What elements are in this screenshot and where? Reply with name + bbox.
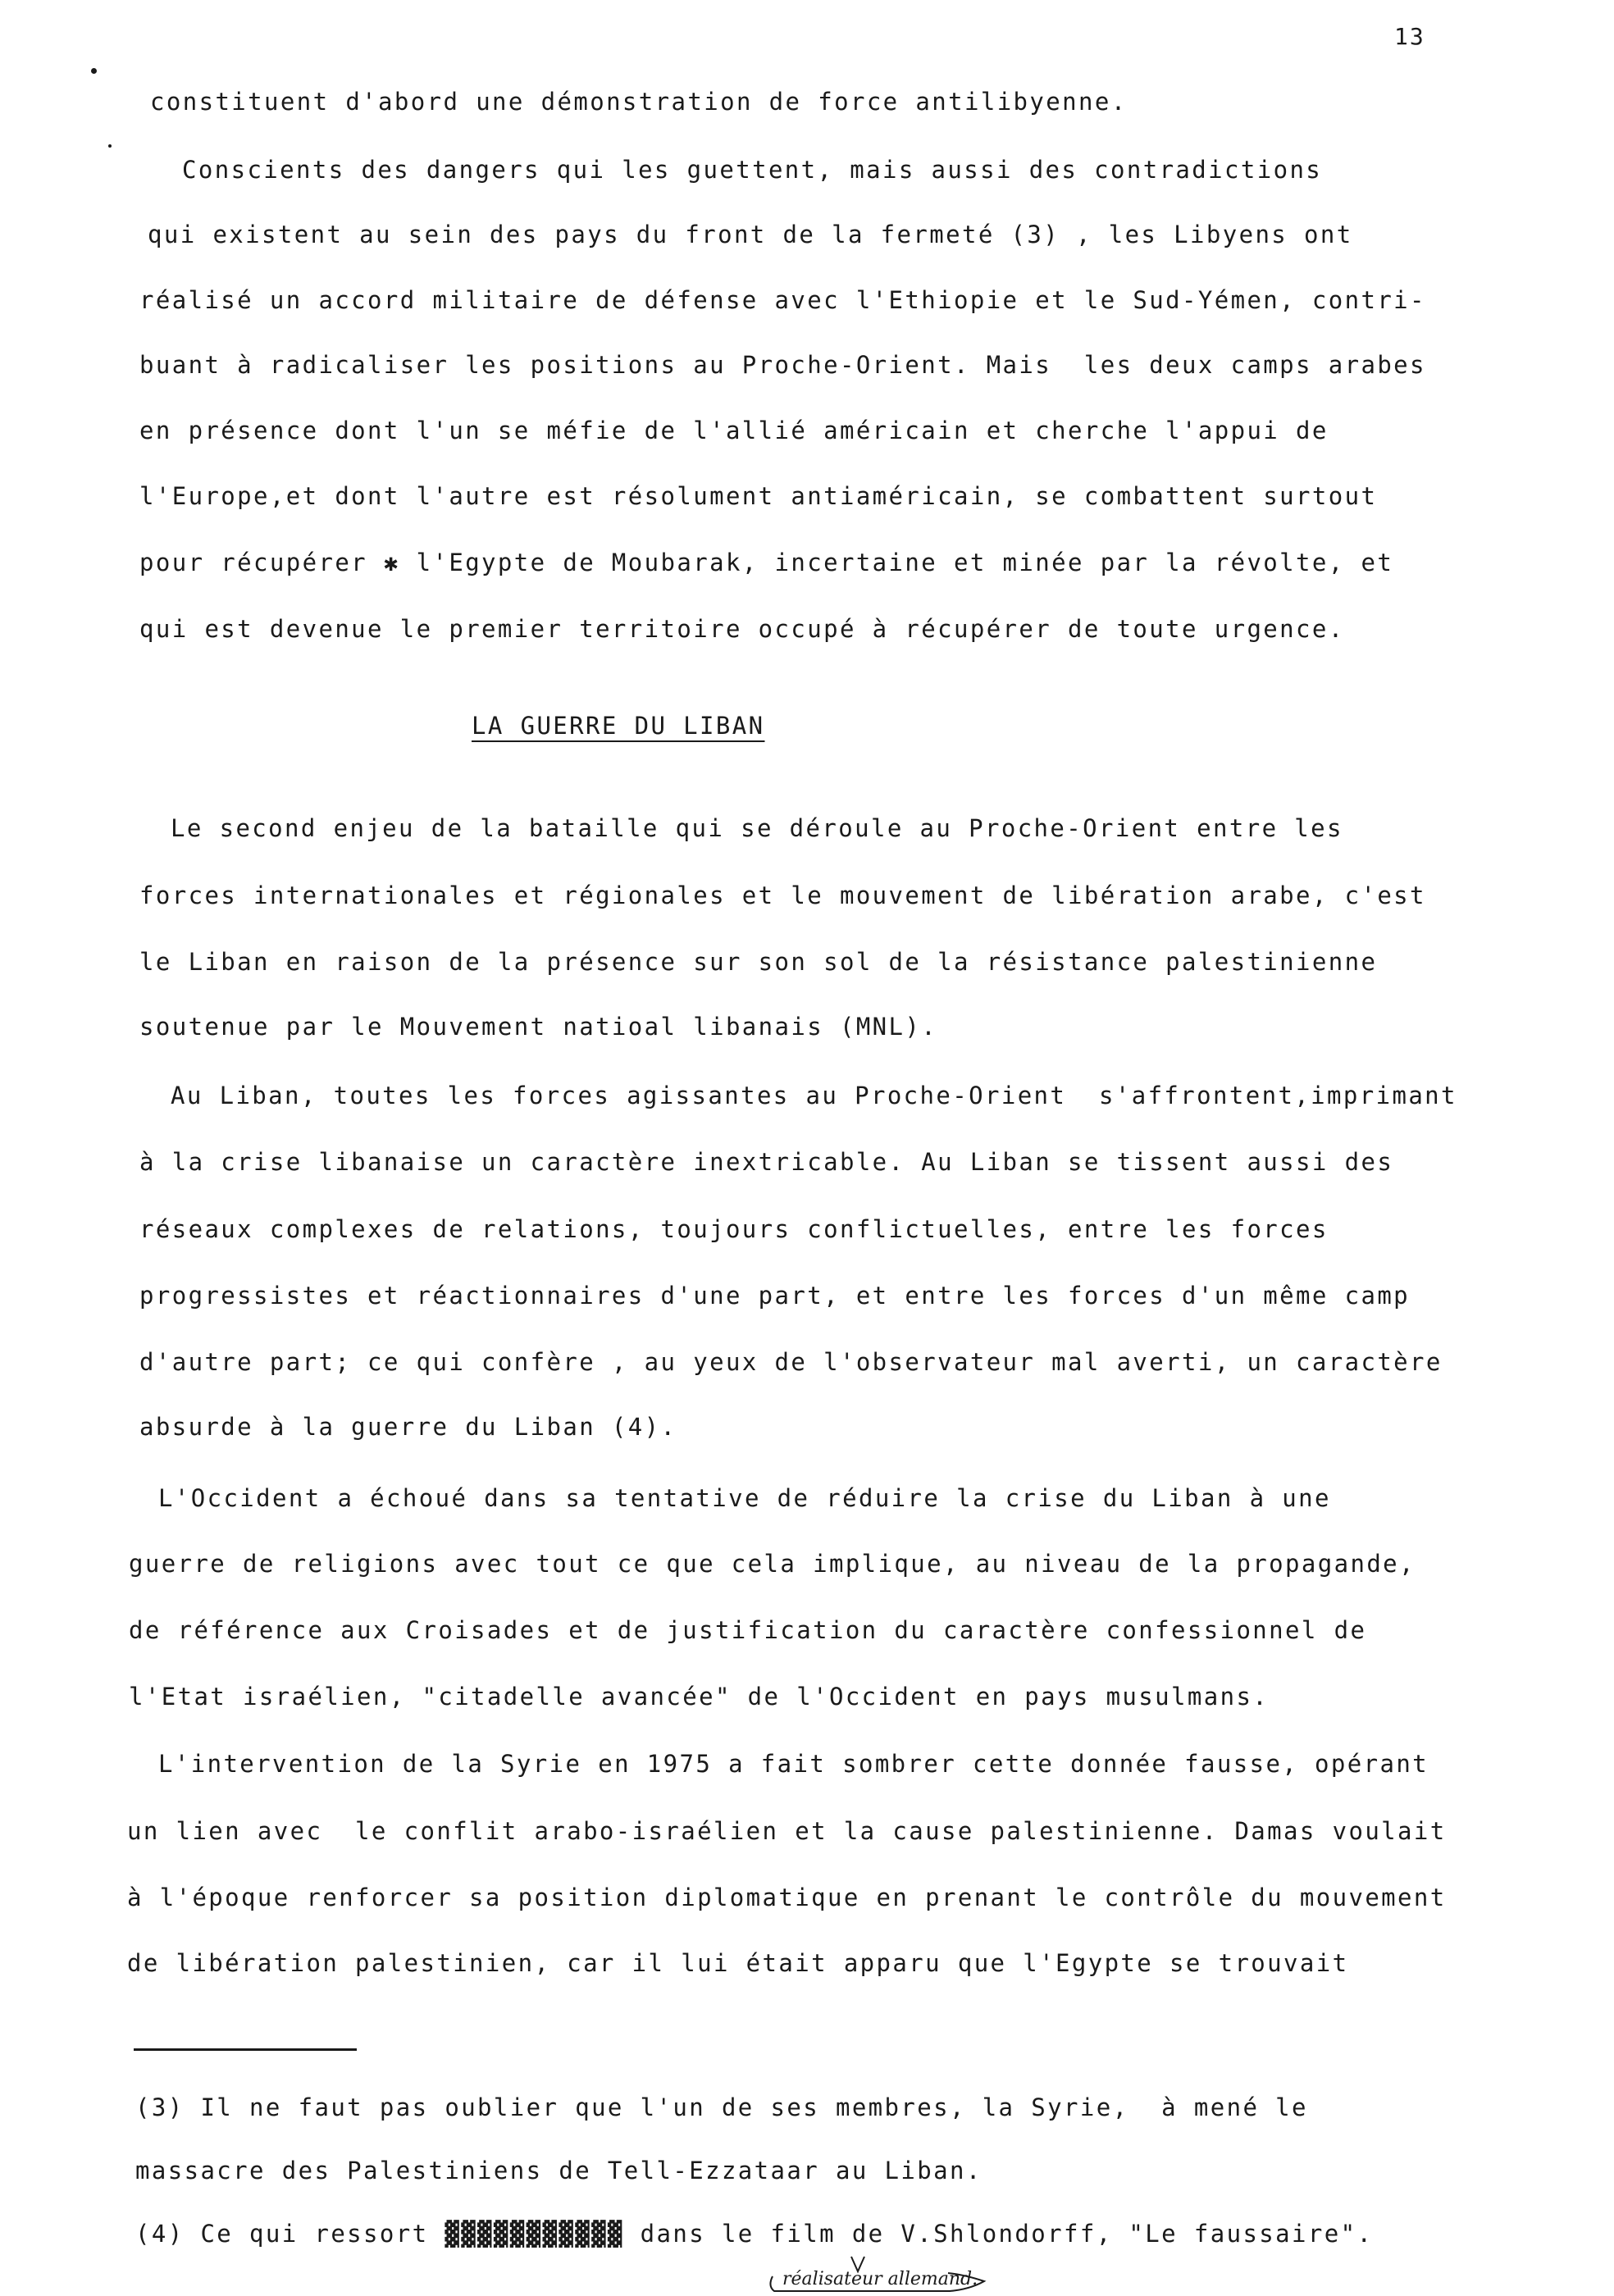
- text-line: qui existent au sein des pays du front de la fermeté (3) , les Libyens ont: [148, 221, 1353, 248]
- text-line: à l'époque renforcer sa position diplomatique en prenant le contrôle du mouvement: [127, 1884, 1447, 1911]
- text-line: le Liban en raison de la présence sur son sol de la résistance palestinienne: [139, 948, 1378, 976]
- text-line: Conscients des dangers qui les guettent, mais aussi des contradictions: [182, 156, 1323, 184]
- footnote-line: massacre des Palestiniens de Tell-Ezzataar au Liban.: [135, 2157, 983, 2184]
- footnote-divider: [134, 2048, 357, 2051]
- text-line: guerre de religions avec tout ce que cela implique, au niveau de la propagande,: [129, 1550, 1416, 1578]
- text-line: buant à radicaliser les positions au Proche-Orient. Mais les deux camps arabes: [139, 351, 1426, 379]
- text-line: de référence aux Croisades et de justification du caractère confessionnel de: [129, 1616, 1367, 1644]
- text-line: progressistes et réactionnaires d'une part, et entre les forces d'un même camp: [139, 1282, 1411, 1310]
- footnote-line: (3) Il ne faut pas oublier que l'un de ses membres, la Syrie, à mené le: [135, 2093, 1308, 2121]
- text-line: réalisé un accord militaire de défense avec l'Ethiopie et le Sud-Yémen, contri-: [139, 286, 1426, 314]
- section-heading: LA GUERRE DU LIBAN: [472, 712, 765, 740]
- text-line: en présence dont l'un se méfie de l'allié américain et cherche l'appui de: [139, 417, 1329, 444]
- handwritten-annotation-text: réalisateur allemand.: [782, 2269, 978, 2289]
- text-line: Le second enjeu de la bataille qui se déroule au Proche-Orient entre les: [171, 814, 1343, 842]
- text-line: pour récupérer ✱ l'Egypte de Moubarak, incertaine et minée par la révolte, et: [139, 549, 1394, 576]
- text-line: qui est devenue le premier territoire occupé à récupérer de toute urgence.: [139, 615, 1345, 643]
- text-line: de libération palestinien, car il lui était apparu que l'Egypte se trouvait: [127, 1949, 1349, 1977]
- text-line: forces internationales et régionales et le mouvement de libération arabe, c'est: [139, 882, 1426, 909]
- text-line: L'Occident a échoué dans sa tentative de réduire la crise du Liban à une: [158, 1484, 1331, 1512]
- text-line: l'Europe,et dont l'autre est résolument antiaméricain, se combattent surtout: [139, 482, 1378, 510]
- margin-mark: [91, 68, 97, 74]
- text-line: absurde à la guerre du Liban (4).: [139, 1413, 677, 1441]
- footnote-line: (4) Ce qui ressort ▓▓▓▓▓▓▓▓▓▓▓ dans le film de V.Shlondorff, "Le faussaire".: [135, 2220, 1374, 2248]
- text-line: constituent d'abord une démonstration de force antilibyenne.: [150, 88, 1128, 116]
- text-line: à la crise libanaise un caractère inextricable. Au Liban se tissent aussi des: [139, 1148, 1394, 1176]
- text-line: L'intervention de la Syrie en 1975 a fait sombrer cette donnée fausse, opérant: [158, 1750, 1429, 1778]
- handwritten-annotation: [763, 2253, 1009, 2294]
- text-line: Au Liban, toutes les forces agissantes au Proche-Orient s'affrontent,imprimant: [171, 1082, 1457, 1109]
- text-line: l'Etat israélien, "citadelle avancée" de l'Occident en pays musulmans.: [129, 1683, 1270, 1711]
- page-number: 13: [1394, 23, 1425, 50]
- text-line: un lien avec le conflit arabo-israélien et la cause palestinienne. Damas voulait: [127, 1817, 1447, 1845]
- text-line: d'autre part; ce qui confère , au yeux de l'observateur mal averti, un caractère: [139, 1348, 1443, 1376]
- margin-mark: [108, 144, 112, 148]
- text-line: soutenue par le Mouvement natioal libanais (MNL).: [139, 1013, 938, 1041]
- text-line: réseaux complexes de relations, toujours conflictuelles, entre les forces: [139, 1215, 1329, 1243]
